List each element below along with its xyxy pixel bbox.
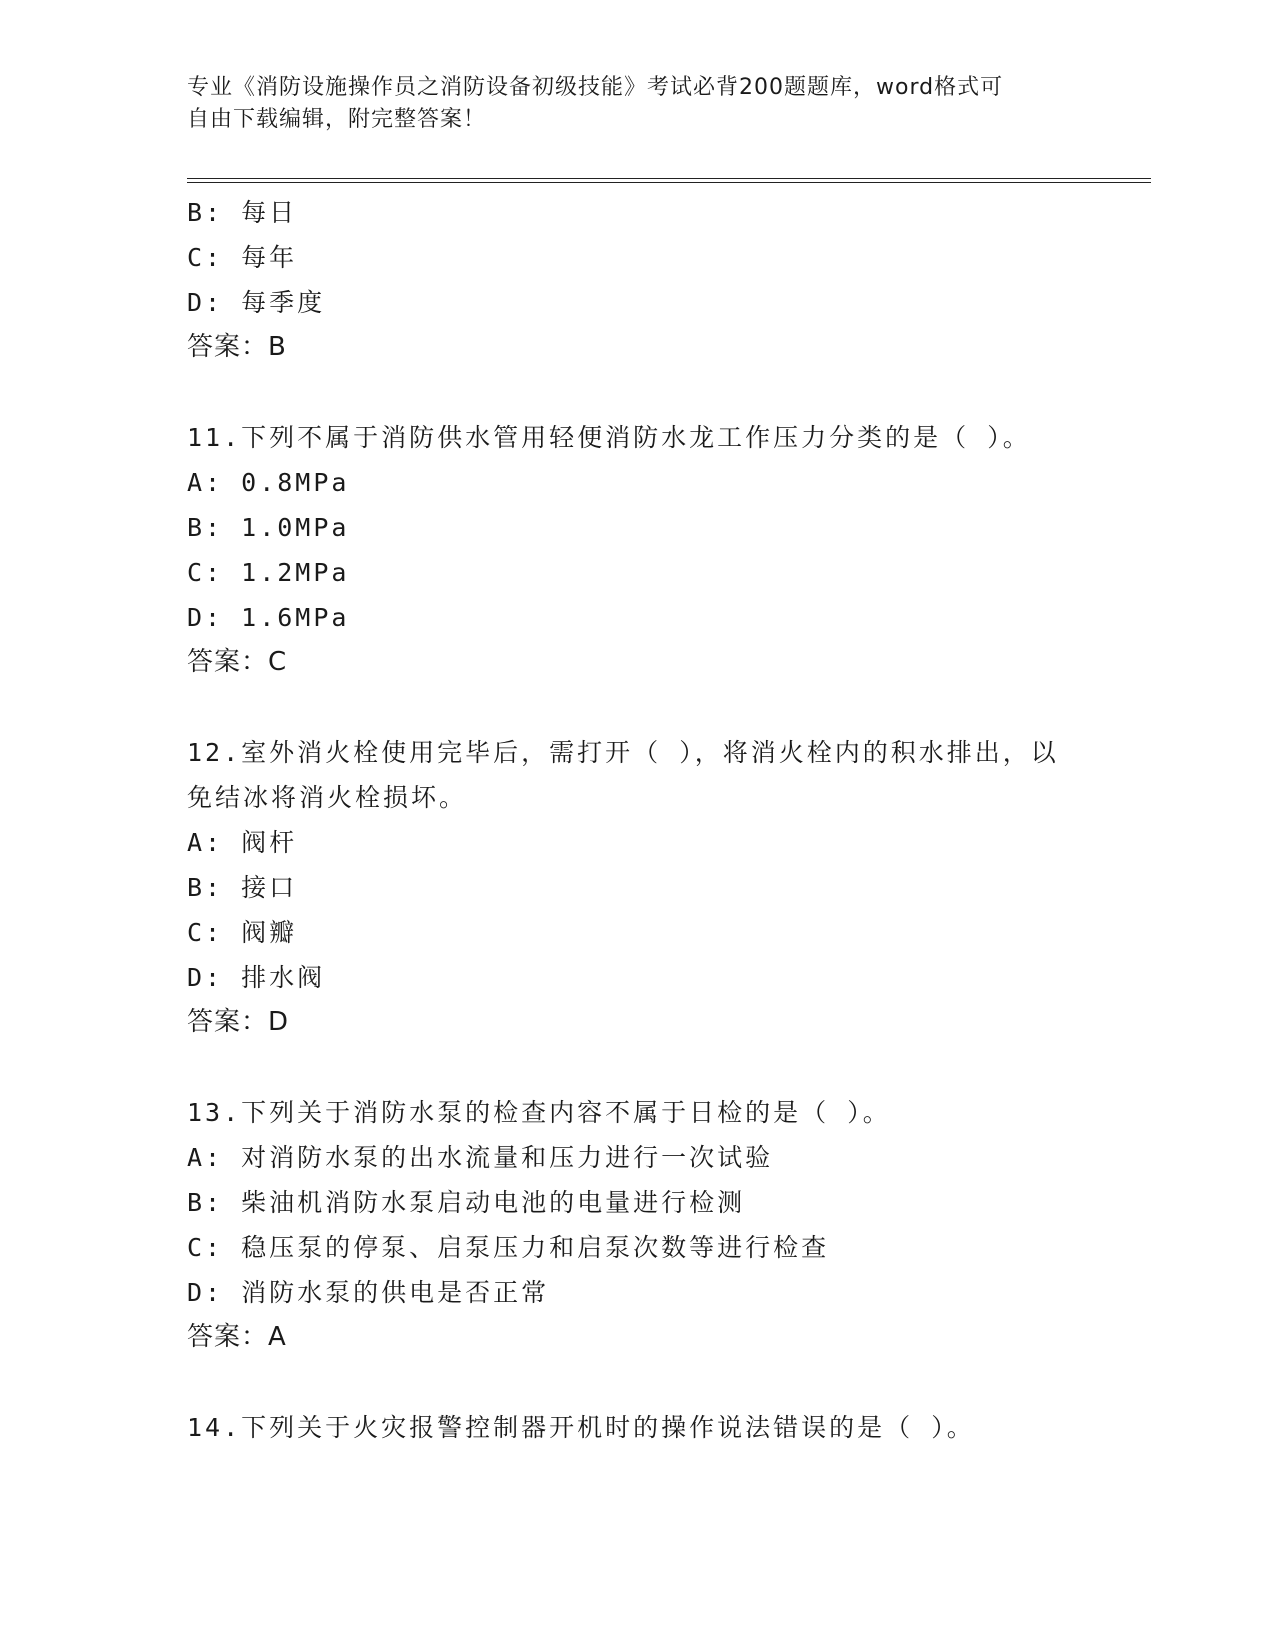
question-stem: 13.下列关于消防水泵的检查内容不属于日检的是（ ）。 <box>187 1098 891 1127</box>
question-13 <box>187 1090 1087 1360</box>
answer-line: 答案：C <box>187 647 288 677</box>
option-d: D: 排水阀 <box>187 963 326 992</box>
answer-line: 答案：A <box>187 1322 287 1352</box>
option-b: B: 1.0MPa <box>187 513 350 542</box>
question-12 <box>187 730 1087 1045</box>
question-stem: 11.下列不属于消防供水管用轻便消防水龙工作压力分类的是（ ）。 <box>187 423 1031 452</box>
option-c: C: 每年 <box>187 243 298 272</box>
question-list <box>187 190 1087 1450</box>
option-a: A: 对消防水泵的出水流量和压力进行一次试验 <box>187 1143 774 1172</box>
option-d: D: 消防水泵的供电是否正常 <box>187 1278 550 1307</box>
question-stem: 14.下列关于火灾报警控制器开机时的操作说法错误的是（ ）。 <box>187 1413 975 1442</box>
header-line-1: 专业《消防设施操作员之消防设备初级技能》考试必背200题题库，word格式可 <box>187 75 1004 100</box>
option-a: A: 阀杆 <box>187 828 298 857</box>
header-line-2: 自由下载编辑，附完整答案！ <box>187 107 487 132</box>
answer-line: 答案：D <box>187 1007 290 1037</box>
answer-line: 答案：B <box>187 332 287 362</box>
question-stem: 12.室外消火栓使用完毕后，需打开（ ），将消火栓内的积水排出，以免结冰将消火栓损坏。 <box>187 738 1059 812</box>
option-b: B: 每日 <box>187 198 298 227</box>
header-divider-top <box>187 178 1151 179</box>
option-b: B: 接口 <box>187 873 298 902</box>
header-divider-bottom <box>187 182 1151 183</box>
document-header <box>187 72 1087 136</box>
option-c: C: 1.2MPa <box>187 558 350 587</box>
question-14 <box>187 1405 1087 1450</box>
option-b: B: 柴油机消防水泵启动电池的电量进行检测 <box>187 1188 746 1217</box>
option-d: D: 每季度 <box>187 288 326 317</box>
option-c: C: 阀瓣 <box>187 918 298 947</box>
option-a: A: 0.8MPa <box>187 468 350 497</box>
option-d: D: 1.6MPa <box>187 603 350 632</box>
previous-question-tail <box>187 190 1087 370</box>
question-11 <box>187 415 1087 685</box>
option-c: C: 稳压泵的停泵、启泵压力和启泵次数等进行检查 <box>187 1233 830 1262</box>
